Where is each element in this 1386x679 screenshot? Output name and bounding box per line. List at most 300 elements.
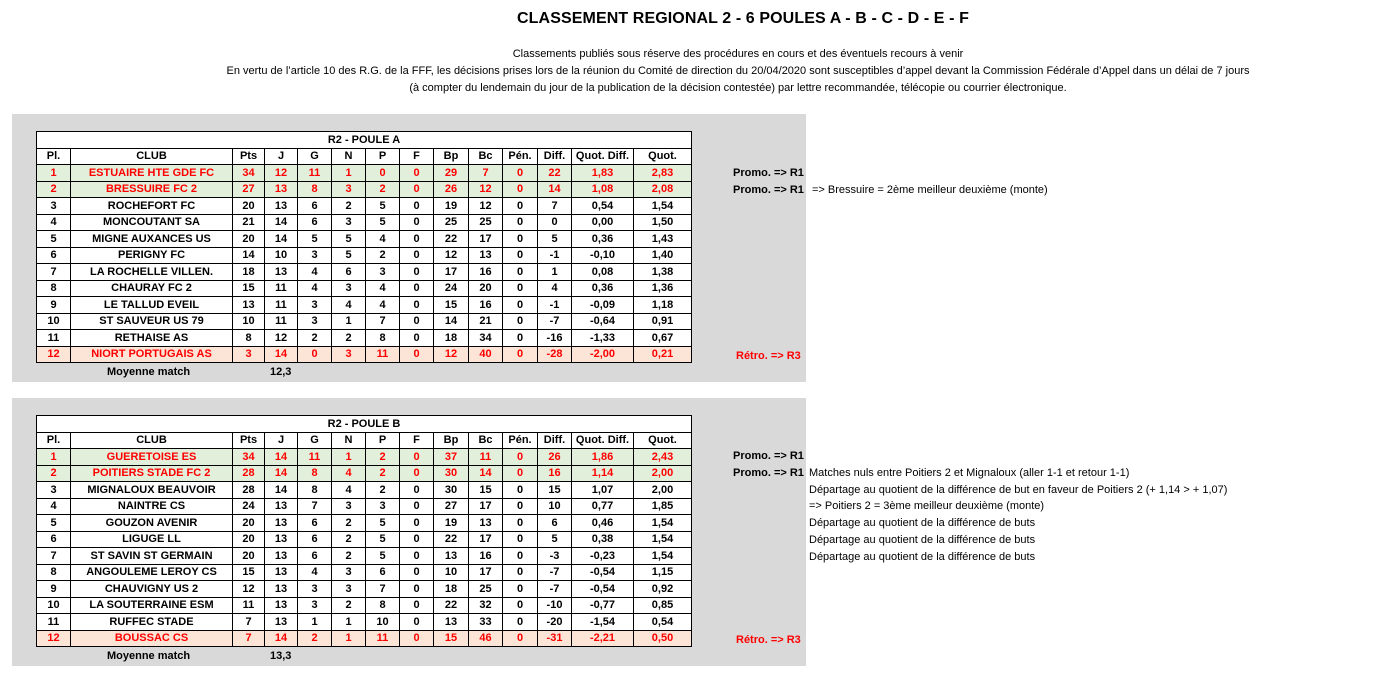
cell-club: MONCOUTANT SA xyxy=(71,214,233,231)
cell-drawn: 3 xyxy=(332,564,366,581)
column-header-goal-diff: Diff. xyxy=(538,432,572,449)
cell-quot-diff: 1,83 xyxy=(572,165,634,182)
cell-lost: 3 xyxy=(366,498,400,515)
cell-points: 27 xyxy=(233,181,265,198)
column-header-quot: Quot. xyxy=(634,148,692,165)
cell-won: 4 xyxy=(298,564,332,581)
cell-position: 7 xyxy=(37,548,71,565)
table-row xyxy=(37,346,692,363)
cell-lost: 8 xyxy=(366,330,400,347)
cell-quot: 2,00 xyxy=(634,465,692,482)
cell-quot: 0,50 xyxy=(634,630,692,647)
cell-penalty: 0 xyxy=(503,165,538,182)
column-header-row xyxy=(37,148,692,165)
cell-quot-diff: -0,23 xyxy=(572,548,634,565)
cell-goals-against: 16 xyxy=(469,297,503,314)
cell-goals-against: 12 xyxy=(469,198,503,215)
cell-goals-for: 29 xyxy=(434,165,469,182)
cell-lost: 2 xyxy=(366,465,400,482)
cell-position: 1 xyxy=(37,165,71,182)
cell-club: MIGNE AUXANCES US xyxy=(71,231,233,248)
pool-a-note: => Bressuire = 2ème meilleur deuxième (monte) xyxy=(812,184,1048,196)
cell-club: NIORT PORTUGAIS AS xyxy=(71,346,233,363)
cell-penalty: 0 xyxy=(503,597,538,614)
cell-goals-for: 12 xyxy=(434,346,469,363)
cell-position: 2 xyxy=(37,181,71,198)
cell-quot-diff: 1,86 xyxy=(572,449,634,466)
cell-quot: 1,54 xyxy=(634,531,692,548)
cell-club: MIGNALOUX BEAUVOIR xyxy=(71,482,233,499)
cell-club: POITIERS STADE FC 2 xyxy=(71,465,233,482)
cell-points: 11 xyxy=(233,597,265,614)
cell-club: ESTUAIRE HTE GDE FC xyxy=(71,165,233,182)
cell-drawn: 2 xyxy=(332,330,366,347)
column-header-won: G xyxy=(298,148,332,165)
cell-club: CHAUVIGNY US 2 xyxy=(71,581,233,598)
cell-goal-diff: -3 xyxy=(538,548,572,565)
cell-played: 10 xyxy=(265,247,298,264)
cell-played: 13 xyxy=(265,198,298,215)
table-row xyxy=(37,614,692,631)
cell-quot: 2,00 xyxy=(634,482,692,499)
column-header-points: Pts xyxy=(233,432,265,449)
pool-b-note: => Poitiers 2 = 3ème meilleur deuxième (monte) xyxy=(809,500,1045,512)
column-header-penalty: Pén. xyxy=(503,148,538,165)
table-row xyxy=(37,465,692,482)
cell-drawn: 5 xyxy=(332,231,366,248)
cell-club: BOUSSAC CS xyxy=(71,630,233,647)
cell-quot-diff: -1,33 xyxy=(572,330,634,347)
table-row xyxy=(37,564,692,581)
cell-forfeit: 0 xyxy=(400,198,434,215)
cell-played: 13 xyxy=(265,264,298,281)
cell-penalty: 0 xyxy=(503,630,538,647)
cell-position: 10 xyxy=(37,597,71,614)
cell-goals-against: 13 xyxy=(469,515,503,532)
cell-penalty: 0 xyxy=(503,548,538,565)
cell-club: BRESSUIRE FC 2 xyxy=(71,181,233,198)
pool-header-row xyxy=(37,416,692,433)
column-header-position: Pl. xyxy=(37,432,71,449)
cell-position: 12 xyxy=(37,346,71,363)
pool-b-average-value: 13,3 xyxy=(270,650,292,662)
cell-position: 6 xyxy=(37,531,71,548)
cell-lost: 7 xyxy=(366,581,400,598)
cell-played: 13 xyxy=(265,531,298,548)
cell-forfeit: 0 xyxy=(400,165,434,182)
cell-quot-diff: 0,08 xyxy=(572,264,634,281)
cell-quot-diff: 0,36 xyxy=(572,280,634,297)
cell-quot-diff: 0,00 xyxy=(572,214,634,231)
cell-goals-for: 19 xyxy=(434,198,469,215)
pool-a-average-label: Moyenne match xyxy=(107,366,191,378)
cell-points: 7 xyxy=(233,630,265,647)
pool-a-relegation-label: Rétro. => R3 xyxy=(736,350,801,362)
cell-goals-against: 14 xyxy=(469,465,503,482)
pool-b-note: Départage au quotient de la différence de buts xyxy=(809,517,1036,529)
cell-position: 3 xyxy=(37,198,71,215)
cell-penalty: 0 xyxy=(503,264,538,281)
cell-quot-diff: 1,08 xyxy=(572,181,634,198)
cell-forfeit: 0 xyxy=(400,597,434,614)
cell-goals-against: 40 xyxy=(469,346,503,363)
cell-quot-diff: -2,21 xyxy=(572,630,634,647)
cell-club: ROCHEFORT FC xyxy=(71,198,233,215)
column-header-lost: P xyxy=(366,148,400,165)
cell-drawn: 3 xyxy=(332,346,366,363)
cell-forfeit: 0 xyxy=(400,630,434,647)
cell-goal-diff: 1 xyxy=(538,264,572,281)
cell-lost: 4 xyxy=(366,231,400,248)
table-row xyxy=(37,515,692,532)
table-row xyxy=(37,231,692,248)
cell-penalty: 0 xyxy=(503,231,538,248)
cell-quot-diff: -0,10 xyxy=(572,247,634,264)
cell-quot: 2,08 xyxy=(634,181,692,198)
cell-club: LE TALLUD EVEIL xyxy=(71,297,233,314)
cell-quot-diff: 0,38 xyxy=(572,531,634,548)
cell-lost: 2 xyxy=(366,482,400,499)
cell-forfeit: 0 xyxy=(400,564,434,581)
header-notes xyxy=(0,46,1386,97)
column-header-goals-against: Bc xyxy=(469,148,503,165)
cell-played: 14 xyxy=(265,346,298,363)
cell-won: 3 xyxy=(298,581,332,598)
cell-played: 13 xyxy=(265,614,298,631)
cell-lost: 3 xyxy=(366,264,400,281)
cell-drawn: 2 xyxy=(332,198,366,215)
cell-penalty: 0 xyxy=(503,614,538,631)
cell-goals-for: 37 xyxy=(434,449,469,466)
cell-won: 7 xyxy=(298,498,332,515)
cell-goal-diff: -7 xyxy=(538,564,572,581)
cell-quot: 0,91 xyxy=(634,313,692,330)
cell-goals-against: 25 xyxy=(469,581,503,598)
cell-points: 15 xyxy=(233,564,265,581)
cell-quot: 1,15 xyxy=(634,564,692,581)
cell-position: 6 xyxy=(37,247,71,264)
cell-goals-against: 33 xyxy=(469,614,503,631)
table-row xyxy=(37,181,692,198)
cell-drawn: 1 xyxy=(332,614,366,631)
cell-drawn: 4 xyxy=(332,297,366,314)
cell-points: 28 xyxy=(233,465,265,482)
table-row xyxy=(37,449,692,466)
cell-goal-diff: 22 xyxy=(538,165,572,182)
cell-lost: 5 xyxy=(366,548,400,565)
column-header-drawn: N xyxy=(332,148,366,165)
cell-quot: 1,43 xyxy=(634,231,692,248)
cell-points: 13 xyxy=(233,297,265,314)
cell-points: 12 xyxy=(233,581,265,598)
cell-forfeit: 0 xyxy=(400,482,434,499)
cell-position: 5 xyxy=(37,515,71,532)
cell-quot-diff: 0,77 xyxy=(572,498,634,515)
cell-quot: 0,67 xyxy=(634,330,692,347)
cell-forfeit: 0 xyxy=(400,449,434,466)
pool-a-promo-label-1: Promo. => R1 xyxy=(733,167,804,179)
cell-goals-against: 32 xyxy=(469,597,503,614)
cell-goals-for: 18 xyxy=(434,581,469,598)
cell-lost: 5 xyxy=(366,198,400,215)
cell-goal-diff: -20 xyxy=(538,614,572,631)
cell-played: 12 xyxy=(265,165,298,182)
cell-points: 28 xyxy=(233,482,265,499)
pool-b-note: Départage au quotient de la différence de buts xyxy=(809,534,1036,546)
cell-lost: 8 xyxy=(366,597,400,614)
cell-played: 13 xyxy=(265,548,298,565)
cell-played: 14 xyxy=(265,449,298,466)
cell-position: 12 xyxy=(37,630,71,647)
cell-goals-for: 24 xyxy=(434,280,469,297)
cell-drawn: 1 xyxy=(332,630,366,647)
column-header-played: J xyxy=(265,148,298,165)
cell-points: 24 xyxy=(233,498,265,515)
cell-goals-for: 22 xyxy=(434,597,469,614)
cell-drawn: 3 xyxy=(332,214,366,231)
cell-drawn: 5 xyxy=(332,247,366,264)
cell-won: 3 xyxy=(298,247,332,264)
column-header-row xyxy=(37,432,692,449)
cell-club: RETHAISE AS xyxy=(71,330,233,347)
cell-forfeit: 0 xyxy=(400,280,434,297)
cell-goals-against: 17 xyxy=(469,564,503,581)
cell-points: 8 xyxy=(233,330,265,347)
pool-b-promo-label-1: Promo. => R1 xyxy=(733,450,804,462)
cell-won: 11 xyxy=(298,449,332,466)
pool-a-average-value: 12,3 xyxy=(270,366,292,378)
cell-quot-diff: 0,36 xyxy=(572,231,634,248)
column-header-club: CLUB xyxy=(71,148,233,165)
cell-forfeit: 0 xyxy=(400,330,434,347)
cell-goals-for: 30 xyxy=(434,482,469,499)
cell-forfeit: 0 xyxy=(400,498,434,515)
cell-penalty: 0 xyxy=(503,515,538,532)
cell-played: 13 xyxy=(265,597,298,614)
header-note: En vertu de l’article 10 des R.G. de la FFF, les décisions prises lors de la réunion du Comité de direction du 20/04/2020 sont susceptibles d’appel devant la Commission Fédérale d’Appel dans un délai de 7 jours xyxy=(226,65,1250,77)
cell-won: 6 xyxy=(298,515,332,532)
cell-penalty: 0 xyxy=(503,198,538,215)
cell-quot-diff: -2,00 xyxy=(572,346,634,363)
cell-quot: 1,54 xyxy=(634,198,692,215)
cell-quot: 1,50 xyxy=(634,214,692,231)
cell-played: 11 xyxy=(265,297,298,314)
cell-points: 7 xyxy=(233,614,265,631)
pool-b-average-label: Moyenne match xyxy=(107,650,191,662)
cell-goals-for: 13 xyxy=(434,548,469,565)
cell-club: CHAURAY FC 2 xyxy=(71,280,233,297)
cell-drawn: 1 xyxy=(332,165,366,182)
cell-goal-diff: -7 xyxy=(538,313,572,330)
cell-goals-for: 22 xyxy=(434,231,469,248)
column-header-drawn: N xyxy=(332,432,366,449)
cell-forfeit: 0 xyxy=(400,531,434,548)
cell-points: 14 xyxy=(233,247,265,264)
cell-goals-for: 17 xyxy=(434,264,469,281)
cell-position: 7 xyxy=(37,264,71,281)
cell-goal-diff: 5 xyxy=(538,231,572,248)
cell-lost: 11 xyxy=(366,630,400,647)
cell-won: 4 xyxy=(298,264,332,281)
pool-a-promo-label-2: Promo. => R1 xyxy=(733,184,804,196)
cell-forfeit: 0 xyxy=(400,264,434,281)
cell-forfeit: 0 xyxy=(400,231,434,248)
column-header-position: Pl. xyxy=(37,148,71,165)
cell-won: 6 xyxy=(298,198,332,215)
cell-penalty: 0 xyxy=(503,564,538,581)
cell-club: ST SAVIN ST GERMAIN xyxy=(71,548,233,565)
cell-lost: 5 xyxy=(366,531,400,548)
cell-goals-against: 17 xyxy=(469,231,503,248)
column-header-forfeit: F xyxy=(400,432,434,449)
cell-penalty: 0 xyxy=(503,482,538,499)
cell-goal-diff: -28 xyxy=(538,346,572,363)
cell-won: 8 xyxy=(298,465,332,482)
cell-goal-diff: 10 xyxy=(538,498,572,515)
cell-goal-diff: -31 xyxy=(538,630,572,647)
cell-points: 34 xyxy=(233,165,265,182)
cell-played: 13 xyxy=(265,515,298,532)
cell-played: 14 xyxy=(265,214,298,231)
cell-drawn: 1 xyxy=(332,449,366,466)
cell-drawn: 3 xyxy=(332,280,366,297)
pool-a-panel xyxy=(12,114,806,382)
cell-goals-against: 20 xyxy=(469,280,503,297)
cell-points: 34 xyxy=(233,449,265,466)
cell-position: 4 xyxy=(37,498,71,515)
cell-goal-diff: 4 xyxy=(538,280,572,297)
cell-quot-diff: -1,54 xyxy=(572,614,634,631)
cell-goal-diff: 26 xyxy=(538,449,572,466)
cell-won: 0 xyxy=(298,346,332,363)
pool-b-note: Matches nuls entre Poitiers 2 et Mignaloux (aller 1-1 et retour 1-1) xyxy=(809,467,1130,479)
cell-goals-against: 21 xyxy=(469,313,503,330)
cell-position: 2 xyxy=(37,465,71,482)
cell-quot: 0,92 xyxy=(634,581,692,598)
table-row xyxy=(37,531,692,548)
cell-club: ST SAUVEUR US 79 xyxy=(71,313,233,330)
cell-quot: 0,85 xyxy=(634,597,692,614)
cell-drawn: 2 xyxy=(332,531,366,548)
cell-forfeit: 0 xyxy=(400,297,434,314)
cell-goals-against: 15 xyxy=(469,482,503,499)
cell-points: 21 xyxy=(233,214,265,231)
column-header-won: G xyxy=(298,432,332,449)
cell-quot: 1,54 xyxy=(634,548,692,565)
pool-name: R2 - POULE B xyxy=(37,416,692,433)
cell-penalty: 0 xyxy=(503,498,538,515)
table-row xyxy=(37,581,692,598)
cell-quot-diff: 1,14 xyxy=(572,465,634,482)
cell-penalty: 0 xyxy=(503,346,538,363)
cell-forfeit: 0 xyxy=(400,247,434,264)
cell-goal-diff: 5 xyxy=(538,531,572,548)
table-row xyxy=(37,264,692,281)
cell-goal-diff: -16 xyxy=(538,330,572,347)
cell-goals-for: 15 xyxy=(434,297,469,314)
table-row xyxy=(37,313,692,330)
cell-goals-against: 12 xyxy=(469,181,503,198)
cell-won: 2 xyxy=(298,630,332,647)
cell-drawn: 1 xyxy=(332,313,366,330)
cell-position: 3 xyxy=(37,482,71,499)
cell-forfeit: 0 xyxy=(400,181,434,198)
cell-drawn: 3 xyxy=(332,181,366,198)
cell-quot-diff: 0,46 xyxy=(572,515,634,532)
cell-penalty: 0 xyxy=(503,449,538,466)
pool-b-promo-label-2: Promo. => R1 xyxy=(733,467,804,479)
cell-played: 11 xyxy=(265,313,298,330)
table-row xyxy=(37,165,692,182)
cell-quot: 0,54 xyxy=(634,614,692,631)
cell-goal-diff: -7 xyxy=(538,581,572,598)
cell-club: PERIGNY FC xyxy=(71,247,233,264)
page-title: CLASSEMENT REGIONAL 2 - 6 POULES A - B - C - D - E - F xyxy=(517,10,969,27)
cell-quot: 2,43 xyxy=(634,449,692,466)
cell-penalty: 0 xyxy=(503,280,538,297)
cell-forfeit: 0 xyxy=(400,614,434,631)
cell-lost: 11 xyxy=(366,346,400,363)
cell-goals-against: 13 xyxy=(469,247,503,264)
cell-club: ANGOULEME LEROY CS xyxy=(71,564,233,581)
cell-penalty: 0 xyxy=(503,330,538,347)
column-header-quot: Quot. xyxy=(634,432,692,449)
cell-points: 15 xyxy=(233,280,265,297)
table-row xyxy=(37,330,692,347)
column-header-goals-for: Bp xyxy=(434,148,469,165)
cell-penalty: 0 xyxy=(503,531,538,548)
cell-played: 13 xyxy=(265,581,298,598)
cell-played: 14 xyxy=(265,482,298,499)
cell-penalty: 0 xyxy=(503,581,538,598)
cell-goal-diff: 7 xyxy=(538,198,572,215)
table-row xyxy=(37,482,692,499)
cell-club: GUERETOISE ES xyxy=(71,449,233,466)
cell-position: 5 xyxy=(37,231,71,248)
pool-b-panel xyxy=(12,398,806,666)
cell-goal-diff: 14 xyxy=(538,181,572,198)
pool-header-row xyxy=(37,132,692,149)
cell-goal-diff: -1 xyxy=(538,247,572,264)
table-row xyxy=(37,597,692,614)
cell-goals-against: 16 xyxy=(469,264,503,281)
column-header-quot-diff: Quot. Diff. xyxy=(572,148,634,165)
cell-goals-for: 25 xyxy=(434,214,469,231)
cell-points: 3 xyxy=(233,346,265,363)
cell-points: 20 xyxy=(233,231,265,248)
cell-goals-for: 12 xyxy=(434,247,469,264)
cell-club: NAINTRE CS xyxy=(71,498,233,515)
cell-quot-diff: 0,54 xyxy=(572,198,634,215)
cell-won: 3 xyxy=(298,297,332,314)
cell-club: GOUZON AVENIR xyxy=(71,515,233,532)
cell-lost: 2 xyxy=(366,449,400,466)
cell-goal-diff: -1 xyxy=(538,297,572,314)
cell-played: 12 xyxy=(265,330,298,347)
cell-points: 20 xyxy=(233,548,265,565)
cell-goal-diff: 6 xyxy=(538,515,572,532)
cell-won: 8 xyxy=(298,482,332,499)
cell-goals-for: 27 xyxy=(434,498,469,515)
table-row xyxy=(37,297,692,314)
cell-club: LIGUGE LL xyxy=(71,531,233,548)
cell-lost: 4 xyxy=(366,297,400,314)
cell-goal-diff: 16 xyxy=(538,465,572,482)
cell-position: 11 xyxy=(37,614,71,631)
cell-quot-diff: -0,54 xyxy=(572,581,634,598)
cell-lost: 7 xyxy=(366,313,400,330)
cell-points: 20 xyxy=(233,531,265,548)
